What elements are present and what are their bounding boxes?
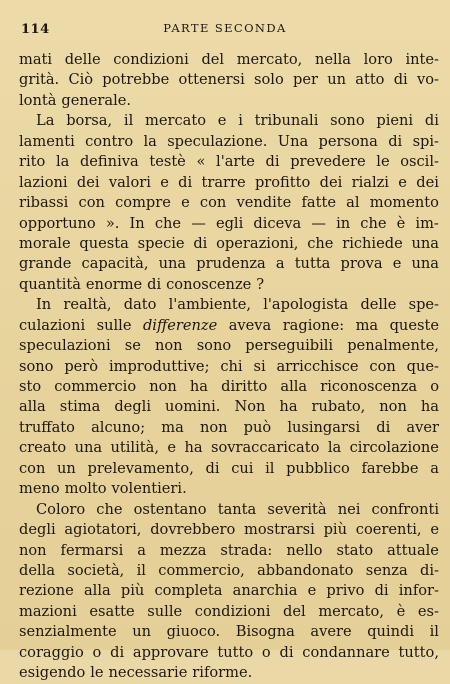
word: a	[137, 541, 146, 559]
word: trarre	[201, 173, 246, 191]
text-line	[19, 214, 439, 234]
word: per	[293, 71, 318, 89]
text-line	[19, 377, 439, 397]
word: tutta	[294, 255, 331, 273]
word: non	[379, 398, 407, 416]
word: diritto	[221, 378, 268, 395]
word: ostentano	[133, 500, 207, 518]
word: Non	[234, 398, 266, 416]
text-line	[19, 254, 439, 274]
word: definiva	[79, 153, 139, 171]
word: i	[238, 112, 243, 130]
word: il	[123, 112, 134, 130]
word: il	[429, 623, 439, 641]
word: rialzi	[351, 173, 389, 191]
word: dei	[76, 173, 100, 191]
word: In	[129, 214, 145, 232]
word: pubblico	[286, 459, 350, 477]
word: alla	[280, 378, 308, 395]
word: —	[191, 214, 206, 232]
word: severità	[267, 500, 327, 518]
word: inte-	[405, 51, 439, 68]
word: potrebbe	[102, 71, 170, 89]
text-line	[19, 418, 439, 438]
word: meno	[19, 480, 60, 498]
word: della	[19, 561, 56, 579]
word: sto	[19, 378, 42, 395]
word: tanta	[217, 500, 257, 518]
word: del	[201, 51, 225, 68]
word: alcuno;	[91, 418, 146, 436]
word: dei	[416, 173, 439, 191]
word: riconoscenza	[320, 378, 418, 395]
word: grande	[19, 255, 72, 273]
word: a	[430, 459, 439, 477]
word: e	[307, 582, 317, 600]
word: «	[196, 153, 206, 171]
word: di	[178, 173, 193, 191]
word: degli	[19, 521, 56, 539]
word: e	[181, 194, 190, 212]
word: prelevamento,	[87, 459, 194, 477]
word: che	[307, 234, 334, 252]
word: dei	[319, 173, 343, 191]
word: enorme	[85, 275, 143, 293]
word: valori	[108, 173, 151, 191]
word: que-	[406, 357, 439, 375]
word: ha	[279, 398, 298, 416]
word: che	[96, 500, 123, 518]
word: in	[336, 214, 351, 232]
word: di	[388, 132, 403, 150]
word: rito	[19, 153, 46, 171]
word: di	[147, 275, 162, 293]
word: a	[275, 255, 285, 273]
word: lazioni	[19, 173, 68, 191]
word: l'ambiente,	[168, 296, 252, 314]
word: nei	[337, 500, 361, 518]
text-line	[19, 173, 439, 193]
word: non	[199, 418, 228, 436]
word: di-	[420, 561, 439, 579]
word: persona	[318, 132, 378, 150]
word: fatte	[301, 194, 336, 212]
word: delle	[64, 51, 101, 68]
word: generale.	[61, 91, 132, 109]
word: più	[120, 582, 145, 600]
word: quindi	[367, 623, 415, 641]
word: La	[36, 112, 55, 130]
word: ha	[189, 378, 209, 395]
text-line	[19, 336, 439, 356]
word: mercato,	[236, 51, 303, 68]
word: speculazione.	[167, 132, 268, 150]
word: una	[74, 439, 103, 457]
word: del	[283, 602, 306, 620]
word: di	[424, 112, 439, 130]
text-line	[19, 295, 439, 315]
word: ottenersi	[178, 71, 245, 89]
word: lusingarsi	[287, 418, 361, 436]
word: truffato	[19, 418, 75, 436]
word: e	[160, 173, 169, 191]
word: riforme.	[192, 664, 253, 682]
word: opportuno	[19, 214, 96, 232]
word: grità.	[19, 71, 60, 89]
word: può	[243, 418, 272, 436]
text-line	[19, 520, 439, 540]
word: di	[265, 153, 280, 171]
word: o	[261, 643, 271, 661]
word: di	[393, 71, 408, 89]
word: le	[376, 153, 390, 171]
word: società,	[67, 561, 125, 579]
text-line	[19, 500, 439, 520]
word: stima	[59, 398, 101, 416]
word: aver	[406, 418, 439, 436]
word: avere	[310, 623, 352, 641]
word: con	[199, 194, 227, 212]
word: loro	[363, 51, 393, 68]
word: richiede	[342, 234, 403, 252]
word: di	[279, 643, 294, 661]
word: diceva	[253, 214, 302, 232]
word: il	[265, 459, 275, 477]
page-header	[21, 8, 429, 37]
word: e	[430, 521, 439, 539]
word: condizioni	[194, 602, 271, 620]
word: sulle	[96, 316, 132, 334]
word: sono	[19, 357, 54, 375]
word: senza	[365, 561, 408, 579]
word: tutto	[217, 643, 254, 661]
word: Bisogna	[235, 623, 295, 641]
word: privo	[326, 582, 365, 600]
word: infor-	[398, 582, 439, 600]
word: im-	[415, 214, 439, 232]
word: operazioni,	[216, 234, 299, 252]
word: con	[19, 459, 46, 477]
word: perseguibili	[245, 337, 334, 355]
word: si	[253, 357, 266, 375]
word: specie	[137, 234, 185, 252]
word: stato	[336, 541, 374, 559]
word: un	[327, 71, 347, 89]
word: chi	[220, 357, 243, 375]
word: la	[55, 153, 70, 171]
word: capacità,	[81, 255, 149, 273]
page-number: 114	[21, 22, 50, 37]
word: al	[346, 194, 360, 212]
word: alla	[19, 398, 46, 416]
word: mezza	[159, 541, 207, 559]
word: coerenti,	[355, 521, 422, 539]
word: commercio	[54, 378, 137, 395]
word: abbandonato	[257, 561, 354, 579]
word: prudenza	[196, 255, 266, 273]
word: testè	[149, 153, 186, 171]
word: ha	[420, 398, 439, 416]
running-head: PARTE SECONDA	[163, 21, 287, 35]
word: circolazione	[349, 439, 439, 457]
text-line	[19, 193, 439, 213]
word: compre	[115, 194, 171, 212]
word: confronti	[371, 500, 439, 518]
word: tribunali	[254, 112, 319, 130]
word: penalmente,	[347, 337, 439, 355]
word: ribassi	[19, 194, 69, 212]
word: sulle	[147, 602, 183, 620]
text-line	[19, 602, 439, 622]
word: più	[323, 521, 348, 539]
body-text	[19, 50, 439, 684]
word: es-	[417, 602, 439, 620]
text-line	[19, 459, 439, 479]
word: mostrarsi	[244, 521, 315, 539]
word: e	[167, 439, 177, 457]
word: questa	[79, 234, 129, 252]
word: Una	[277, 132, 309, 150]
text-line	[19, 316, 439, 336]
word: spi-	[412, 132, 439, 150]
word: con	[369, 357, 396, 375]
word: esatte	[89, 602, 135, 620]
word: cui	[231, 459, 254, 477]
text-line	[19, 132, 439, 152]
word: coraggio	[19, 643, 84, 661]
word: giuoco.	[166, 623, 221, 641]
word: è	[396, 602, 406, 620]
word: quantità	[19, 275, 81, 293]
word: realtà,	[63, 296, 112, 314]
word: mercato,	[318, 602, 384, 620]
word: solo	[254, 71, 284, 89]
text-line	[19, 50, 439, 70]
word: queste	[389, 316, 439, 334]
word: è	[396, 214, 406, 232]
word: e	[217, 112, 227, 130]
word: ».	[105, 214, 120, 232]
word: però	[64, 357, 99, 375]
text-line	[19, 561, 439, 581]
word: condizioni	[113, 51, 189, 68]
word: e	[398, 173, 407, 191]
word: farebbe	[361, 459, 419, 477]
word: se	[124, 337, 141, 355]
word: ragione:	[282, 316, 345, 334]
word: anarchia	[232, 582, 298, 600]
text-line	[19, 438, 439, 458]
word: spe-	[408, 296, 439, 314]
word: In	[36, 296, 52, 314]
word: mercato	[145, 112, 207, 130]
word: e	[392, 255, 402, 273]
text-line	[19, 622, 439, 642]
word: lamenti	[19, 132, 75, 150]
word: una	[158, 255, 187, 273]
word: sovraccaricato	[210, 439, 320, 457]
word: condannare	[302, 643, 390, 661]
word: profitto	[254, 173, 311, 191]
text-line	[19, 541, 439, 561]
word: Coloro	[36, 500, 86, 518]
text-line	[19, 581, 439, 601]
word: non	[149, 378, 177, 395]
word: aveva	[228, 316, 272, 334]
word: atto	[355, 71, 385, 89]
text-line	[19, 111, 439, 131]
word: borsa,	[66, 112, 113, 130]
word: rezione	[19, 582, 74, 600]
word: uomini.	[165, 398, 221, 416]
word: egli	[215, 214, 244, 232]
text-line	[19, 479, 439, 499]
word: che	[360, 214, 387, 232]
word: non	[19, 541, 47, 559]
word: alla	[83, 582, 111, 600]
word: ma	[355, 316, 379, 334]
word: utilità,	[110, 439, 159, 457]
word: lontà	[19, 91, 57, 109]
word: di	[205, 459, 220, 477]
word: ma	[161, 418, 184, 436]
word: volentieri.	[111, 480, 187, 498]
word: conoscenze	[166, 275, 252, 293]
word: di	[374, 582, 389, 600]
word: degli	[114, 398, 151, 416]
word: dovrebbero	[150, 521, 236, 539]
word: vo-	[416, 71, 439, 89]
word: pieni	[376, 112, 414, 130]
word: mazioni	[19, 602, 77, 620]
word: commercio,	[158, 561, 245, 579]
word: senzialmente	[19, 623, 117, 641]
word: rubato,	[311, 398, 366, 416]
word: un	[132, 623, 152, 641]
word: non	[154, 337, 183, 355]
word: contro	[85, 132, 134, 150]
word: creato	[19, 439, 67, 457]
text-line	[19, 152, 439, 172]
word: delle	[360, 296, 397, 314]
word: prova	[340, 255, 383, 273]
word: momento	[369, 194, 439, 212]
word: Ciò	[68, 71, 94, 89]
word: una	[411, 234, 439, 252]
word: mati	[19, 51, 53, 68]
word: le	[90, 664, 104, 682]
text-line	[19, 234, 439, 254]
word: la	[327, 439, 342, 457]
word: agiotatori,	[64, 521, 142, 539]
text-line	[19, 275, 439, 295]
word: di	[376, 418, 391, 436]
text-line	[19, 91, 439, 111]
word: con	[78, 194, 105, 212]
word: il	[136, 561, 146, 579]
word: oscil-	[400, 153, 439, 171]
word: tutto,	[398, 643, 439, 661]
word: speculazioni	[19, 337, 111, 355]
text-line	[19, 357, 439, 377]
word: morale	[19, 234, 71, 252]
word: differenze	[142, 316, 218, 334]
word: o	[92, 643, 102, 661]
word: o	[430, 378, 439, 395]
word: l'apologista	[263, 296, 349, 314]
text-line	[19, 70, 439, 90]
word: che	[154, 214, 182, 232]
word: nella	[314, 51, 352, 68]
word: sono	[330, 112, 365, 130]
word: sono	[196, 337, 232, 355]
word: culazioni	[19, 316, 86, 334]
word: approvare	[132, 643, 209, 661]
word: vendite	[236, 194, 292, 212]
word: ha	[184, 439, 203, 457]
word: fermarsi	[60, 541, 124, 559]
text-line	[19, 663, 439, 683]
word: un	[57, 459, 76, 477]
word: la	[143, 132, 157, 150]
text-line	[19, 643, 439, 663]
text-line	[19, 397, 439, 417]
word: completa	[154, 582, 223, 600]
word: strada:	[220, 541, 273, 559]
word: nello	[286, 541, 323, 559]
word: esigendo	[19, 664, 86, 682]
word: attuale	[387, 541, 439, 559]
word: dato	[123, 296, 157, 314]
word: prevedere	[290, 153, 366, 171]
word: di	[193, 234, 208, 252]
word: molto	[64, 480, 107, 498]
word: necessarie	[108, 664, 188, 682]
word: —	[311, 214, 326, 232]
word: l'arte	[216, 153, 255, 171]
word: improduttive;	[108, 357, 210, 375]
word: di	[110, 643, 125, 661]
word: arricchisce	[276, 357, 359, 375]
word: una	[411, 255, 439, 273]
word: ?	[256, 275, 265, 293]
